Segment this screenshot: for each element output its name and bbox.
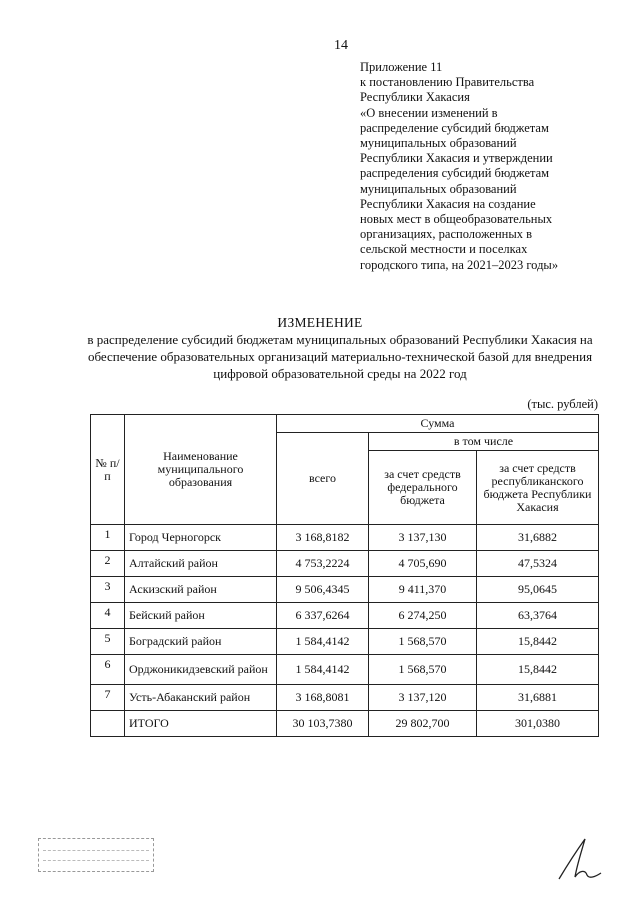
row-num: 4 [91, 603, 125, 629]
row-name: Боградский район [125, 629, 277, 655]
annex-line: распределения субсидий бюджетам [360, 166, 550, 181]
row-name: Усть-Абаканский район [125, 685, 277, 711]
row-federal: 6 274,250 [369, 603, 477, 629]
annex-line: «О внесении изменений в [360, 105, 498, 120]
annex-line: муниципальных образований [360, 181, 517, 196]
annex-line: Республики Хакасия [360, 90, 470, 105]
table-row [91, 551, 599, 577]
document-subtitle: в распределение субсидий бюджетам муниципальных образований Республики Хакасия на обеспечение образовательных организаций материально-технической базой для внедрения цифровой образовательной среды на 2022 год [87, 332, 593, 381]
row-republic: 15,8442 [477, 655, 599, 685]
row-federal: 4 705,690 [369, 551, 477, 577]
table-row [91, 603, 599, 629]
row-federal: 1 568,570 [369, 629, 477, 655]
row-federal: 3 137,120 [369, 685, 477, 711]
row-num: 5 [91, 629, 125, 655]
row-total: 6 337,6264 [277, 603, 369, 629]
annex-line: Приложение 11 [360, 60, 443, 74]
table-total-row [91, 711, 599, 737]
row-num: 1 [91, 525, 125, 551]
table-row [91, 629, 599, 655]
header-name: Наименование муниципального образования [125, 415, 277, 525]
row-name: Орджоникидзевский район [125, 655, 277, 685]
annex-header [360, 60, 610, 273]
annex-line: к постановлению Правительства [360, 75, 535, 90]
header-total: всего [277, 433, 369, 525]
header-including: в том числе [369, 433, 599, 451]
annex-line: Республики Хакасия на создание [360, 196, 536, 211]
annex-line: муниципальных образований [360, 136, 517, 151]
row-total: 1 584,4142 [277, 655, 369, 685]
row-federal: 9 411,370 [369, 577, 477, 603]
header-federal: за счет средств федерального бюджета [369, 451, 477, 525]
row-name: Аскизский район [125, 577, 277, 603]
row-num: 7 [91, 685, 125, 711]
table-row [91, 525, 599, 551]
row-total: 3 168,8182 [277, 525, 369, 551]
signature [555, 835, 605, 888]
row-total: 4 753,2224 [277, 551, 369, 577]
annex-line: новых мест в общеобразовательных [360, 212, 553, 227]
row-republic: 47,5324 [477, 551, 599, 577]
row-republic: 31,6882 [477, 525, 599, 551]
registration-stamp [38, 838, 154, 872]
header-sum: Сумма [277, 415, 599, 433]
header-republic: за счет средств республиканского бюджета Республики Хакасия [477, 451, 599, 525]
row-name: Город Черногорск [125, 525, 277, 551]
total-republic: 301,0380 [477, 711, 599, 737]
row-name: Бейский район [125, 603, 277, 629]
row-num: 2 [91, 551, 125, 577]
row-total: 9 506,4345 [277, 577, 369, 603]
row-republic: 31,6881 [477, 685, 599, 711]
row-num: 6 [91, 655, 125, 685]
annex-line: городского типа, на 2021–2023 годы» [360, 257, 559, 272]
page-number: 14 [334, 38, 348, 53]
row-federal: 3 137,130 [369, 525, 477, 551]
annex-line: Республики Хакасия и утверждении [360, 151, 553, 166]
row-num: 3 [91, 577, 125, 603]
units-label: (тыс. рублей) [527, 397, 598, 411]
subsidy-table [90, 414, 599, 737]
row-total: 3 168,8081 [277, 685, 369, 711]
row-federal: 1 568,570 [369, 655, 477, 685]
annex-line: организациях, расположенных в [360, 227, 533, 242]
row-republic: 63,3764 [477, 603, 599, 629]
header-num: № п/п [91, 415, 125, 525]
annex-line: сельской местности и поселках [360, 242, 528, 257]
row-republic: 95,0645 [477, 577, 599, 603]
row-total: 1 584,4142 [277, 629, 369, 655]
total-name: ИТОГО [125, 711, 277, 737]
annex-line: распределение субсидий бюджетам [360, 120, 549, 135]
row-name: Алтайский район [125, 551, 277, 577]
total-federal: 29 802,700 [369, 711, 477, 737]
total-total: 30 103,7380 [277, 711, 369, 737]
total-num [91, 711, 125, 737]
document-title: ИЗМЕНЕНИЕ [277, 315, 363, 330]
table-row [91, 577, 599, 603]
table-row [91, 685, 599, 711]
row-republic: 15,8442 [477, 629, 599, 655]
table-row [91, 655, 599, 685]
